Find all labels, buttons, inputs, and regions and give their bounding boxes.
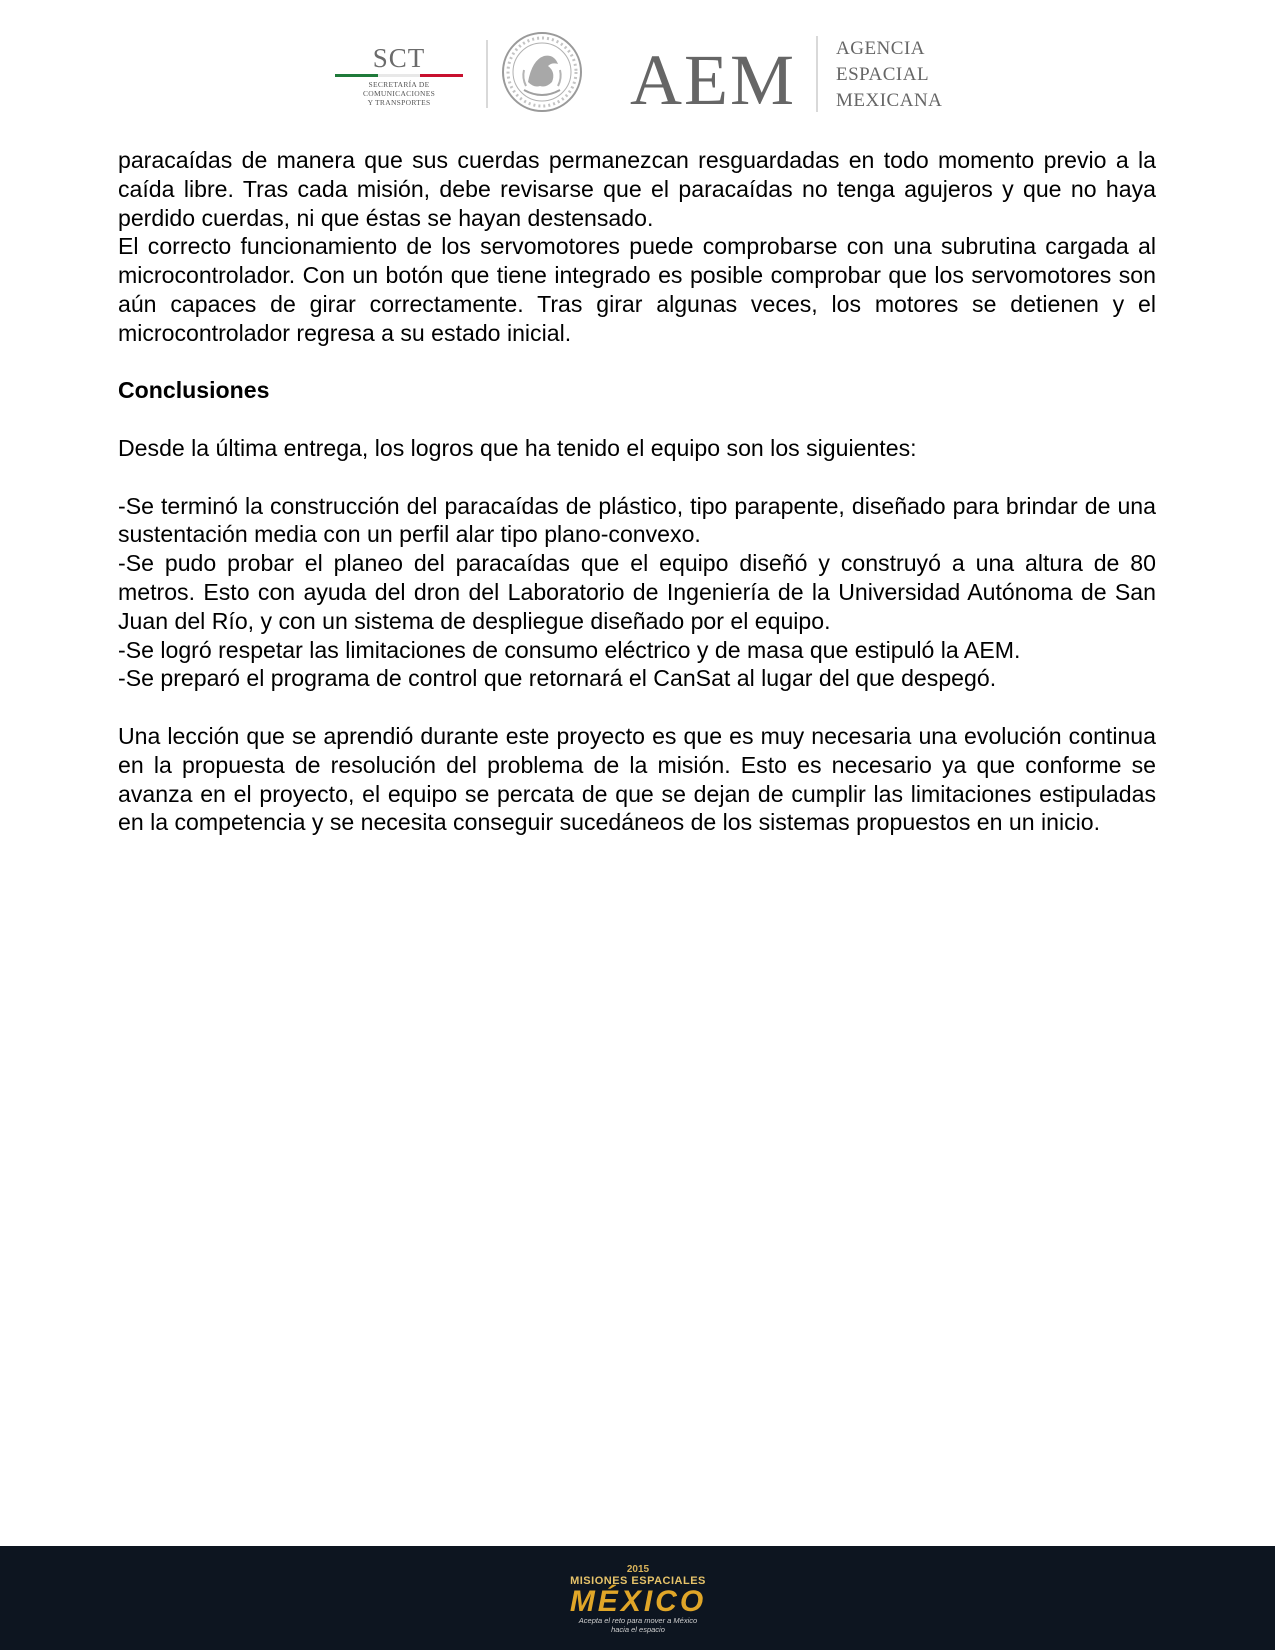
logo-divider <box>486 40 488 108</box>
achievement-item: -Se terminó la construcción del paracaídas de plástico, tipo parapente, diseñado para brindar de una sustentación media con un perfil alar tipo plano-convexo. <box>118 492 1156 548</box>
aem-acronym: AEM <box>630 40 796 120</box>
paragraph-parachute-storage: paracaídas de manera que sus cuerdas permanezcan resguardadas en todo momento previo a la caída libre. Tras cada misión, debe revisarse que el paracaídas no tenga agujeros y que no haya perdido cuerdas, ni que éstas se hayan destensado. <box>118 147 1156 231</box>
mexican-coat-of-arms-seal-icon <box>500 30 584 114</box>
achievement-item: -Se logró respetar las limitaciones de consumo eléctrico y de masa que estipuló la AEM. <box>118 636 1021 663</box>
aem-name-line-1: AGENCIA <box>836 38 925 59</box>
section-heading-conclusiones: Conclusiones <box>118 377 270 404</box>
sct-acronym: SCT <box>372 43 426 73</box>
paragraph-servomotor-check: El correcto funcionamiento de los servomotores puede comprobarse con una subrutina cargada al microcontrolador. Con un botón que tiene integrado es posible comprobar que los servomotores son aún capaces de girar correctamente. Tras girar algunas veces, los motores se detienen y el microcontrolador regresa a su estado inicial. <box>118 233 1156 346</box>
page-footer <box>0 1546 1275 1650</box>
footer-tagline-line-2: hacia el espacio <box>611 1624 665 1634</box>
paragraph-intro: Desde la última entrega, los logros que ha tenido el equipo son los siguientes: <box>118 434 917 461</box>
sct-subtitle-line-1: SECRETARÍA DE <box>368 80 430 89</box>
aem-name-line-2: ESPACIAL <box>836 64 930 85</box>
footer-brand: MÉXICO <box>569 1585 707 1618</box>
document-body <box>118 146 1156 837</box>
spacer <box>118 693 1156 722</box>
sct-tricolor-bar <box>335 74 463 77</box>
sct-subtitle-line-3: Y TRANSPORTES <box>367 98 431 107</box>
page-header <box>0 0 1275 125</box>
footer-year: 2015 <box>626 1564 650 1575</box>
achievement-item: -Se pudo probar el planeo del paracaídas que el equipo diseñó y construyó a una altura de 80 metros. Esto con ayuda del dron del Laboratorio de Ingeniería de la Universidad Autónoma de San Juan del Río, y con un sistema de despliegue diseñado por el equipo. <box>118 550 1156 634</box>
footer-title: MISIONES ESPACIALES <box>570 1575 706 1587</box>
aem-divider <box>816 36 818 112</box>
spacer <box>118 463 1156 492</box>
sct-logo <box>334 44 464 114</box>
aem-name-line-3: MEXICANA <box>836 90 943 111</box>
sct-subtitle-line-2: COMUNICACIONES <box>362 89 436 98</box>
footer-tagline-line-1: Acepta el reto para mover a México <box>578 1616 698 1625</box>
achievement-item: -Se preparó el programa de control que retornará el CanSat al lugar del que despegó. <box>118 665 997 692</box>
spacer <box>118 405 1156 434</box>
paragraph-lesson-learned: Una lección que se aprendió durante este proyecto es que es muy necesaria una evolución continua en la propuesta de resolución del problema de la misión. Esto es necesario ya que conforme se avanza en el proyecto, el equipo se percata de que se dejan de cumplir las limitaciones estipuladas en la competencia y se necesita conseguir sucedáneos de los sistemas propuestos en un inicio. <box>118 722 1156 836</box>
spacer <box>118 348 1156 377</box>
aem-name-block <box>836 36 942 114</box>
misiones-espaciales-logo <box>555 1564 721 1636</box>
